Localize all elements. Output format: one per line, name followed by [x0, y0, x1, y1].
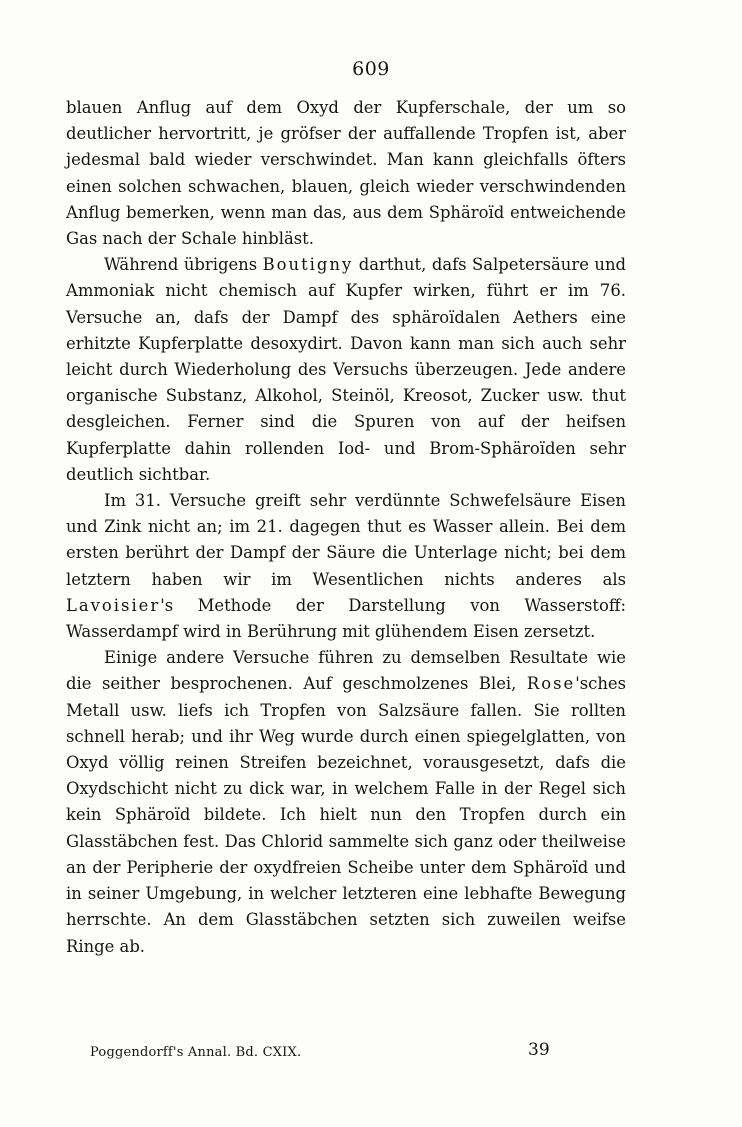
paragraph-text: 'sches Metall usw. liefs ich Tropfen von Salzsäure fallen. Sie rollten schnell herab; und ihr Weg wurde durch einen spiegelglatten, von Oxyd völlig reinen Streifen bezeichnet, vorausgesetzt, dafs die Oxydschicht nicht zu dick war, in welchem Falle in der Regel sich kein Sphäroïd bildete. Ich hielt nun den Tropfen durch ein Glasstäbchen fest. Das Chlorid sammelte sich ganz oder theilweise an der Peripherie der oxydfreien Scheibe unter dem Sphäroïd und in seiner Umgebung, in welcher letzteren eine lebhafte Bewegung herrschte. An dem Glasstäbchen setzten sich zuweilen weifse Ringe ab.	[66, 674, 626, 956]
paragraph	[66, 252, 626, 488]
footer-signature: Poggendorff's Annal. Bd. CXIX.	[90, 1045, 302, 1060]
footer-sheet-number: 39	[528, 1040, 550, 1060]
paragraph-text: Im 31. Versuche greift sehr verdünnte Schwefelsäure Eisen und Zink nicht an; im 21. dagegen thut es Wasser allein. Bei dem ersten berührt der Dampf der Säure die Unterlage nicht; bei dem letztern haben wir im Wesentlichen nichts anderes als	[66, 491, 626, 589]
paragraph	[66, 488, 626, 645]
paragraph-text: 's Methode der Darstellung von Wasserstoff: Wasserdampf wird in Berührung mit glühendem Eisen zersetzt.	[66, 595, 626, 642]
spaced-name: Boutigny	[262, 255, 354, 275]
paragraph-text: Während übrigens	[104, 255, 263, 275]
paragraph	[66, 645, 626, 959]
body-text	[66, 95, 626, 960]
paragraph-text: Einige andere Versuche führen zu demselben Resultate wie die seither besprochenen. Auf geschmolzenes Blei,	[66, 648, 626, 694]
paragraph-text: darthut, dafs Salpetersäure und Ammoniak nicht chemisch auf Kupfer wirken, führt er im 76. Versuche an, dafs der Dampf des sphäroïdalen Aethers eine erhitzte Kupferplatte desoxydirt. Davon kann man sich auch sehr leicht durch Wiederholung des Versuchs überzeugen. Jede andere organische Substanz, Alkohol, Steinöl, Kreosot, Zucker usw. thut desgleichen. Ferner sind die Spuren von auf der heifsen Kupferplatte dahin rollenden Iod- und Brom-Sphäroïden sehr deutlich sichtbar.	[66, 255, 626, 484]
paragraph-text: blauen Anflug auf dem Oxyd der Kupferschale, der um so deutlicher hervortritt, je gröfser der auffallende Tropfen ist, aber jedesmal bald wieder verschwindet. Man kann gleichfalls öfters einen solchen schwachen, blauen, gleich wieder verschwindenden Anflug bemerken, wenn man das, aus dem Sphäroïd entweichende Gas nach der Schale hinbläst.	[66, 98, 626, 249]
page-number: 609	[352, 58, 390, 80]
spaced-name: Lavoisier	[66, 595, 161, 615]
spaced-name: Rose	[526, 674, 576, 694]
paragraph	[66, 95, 626, 252]
